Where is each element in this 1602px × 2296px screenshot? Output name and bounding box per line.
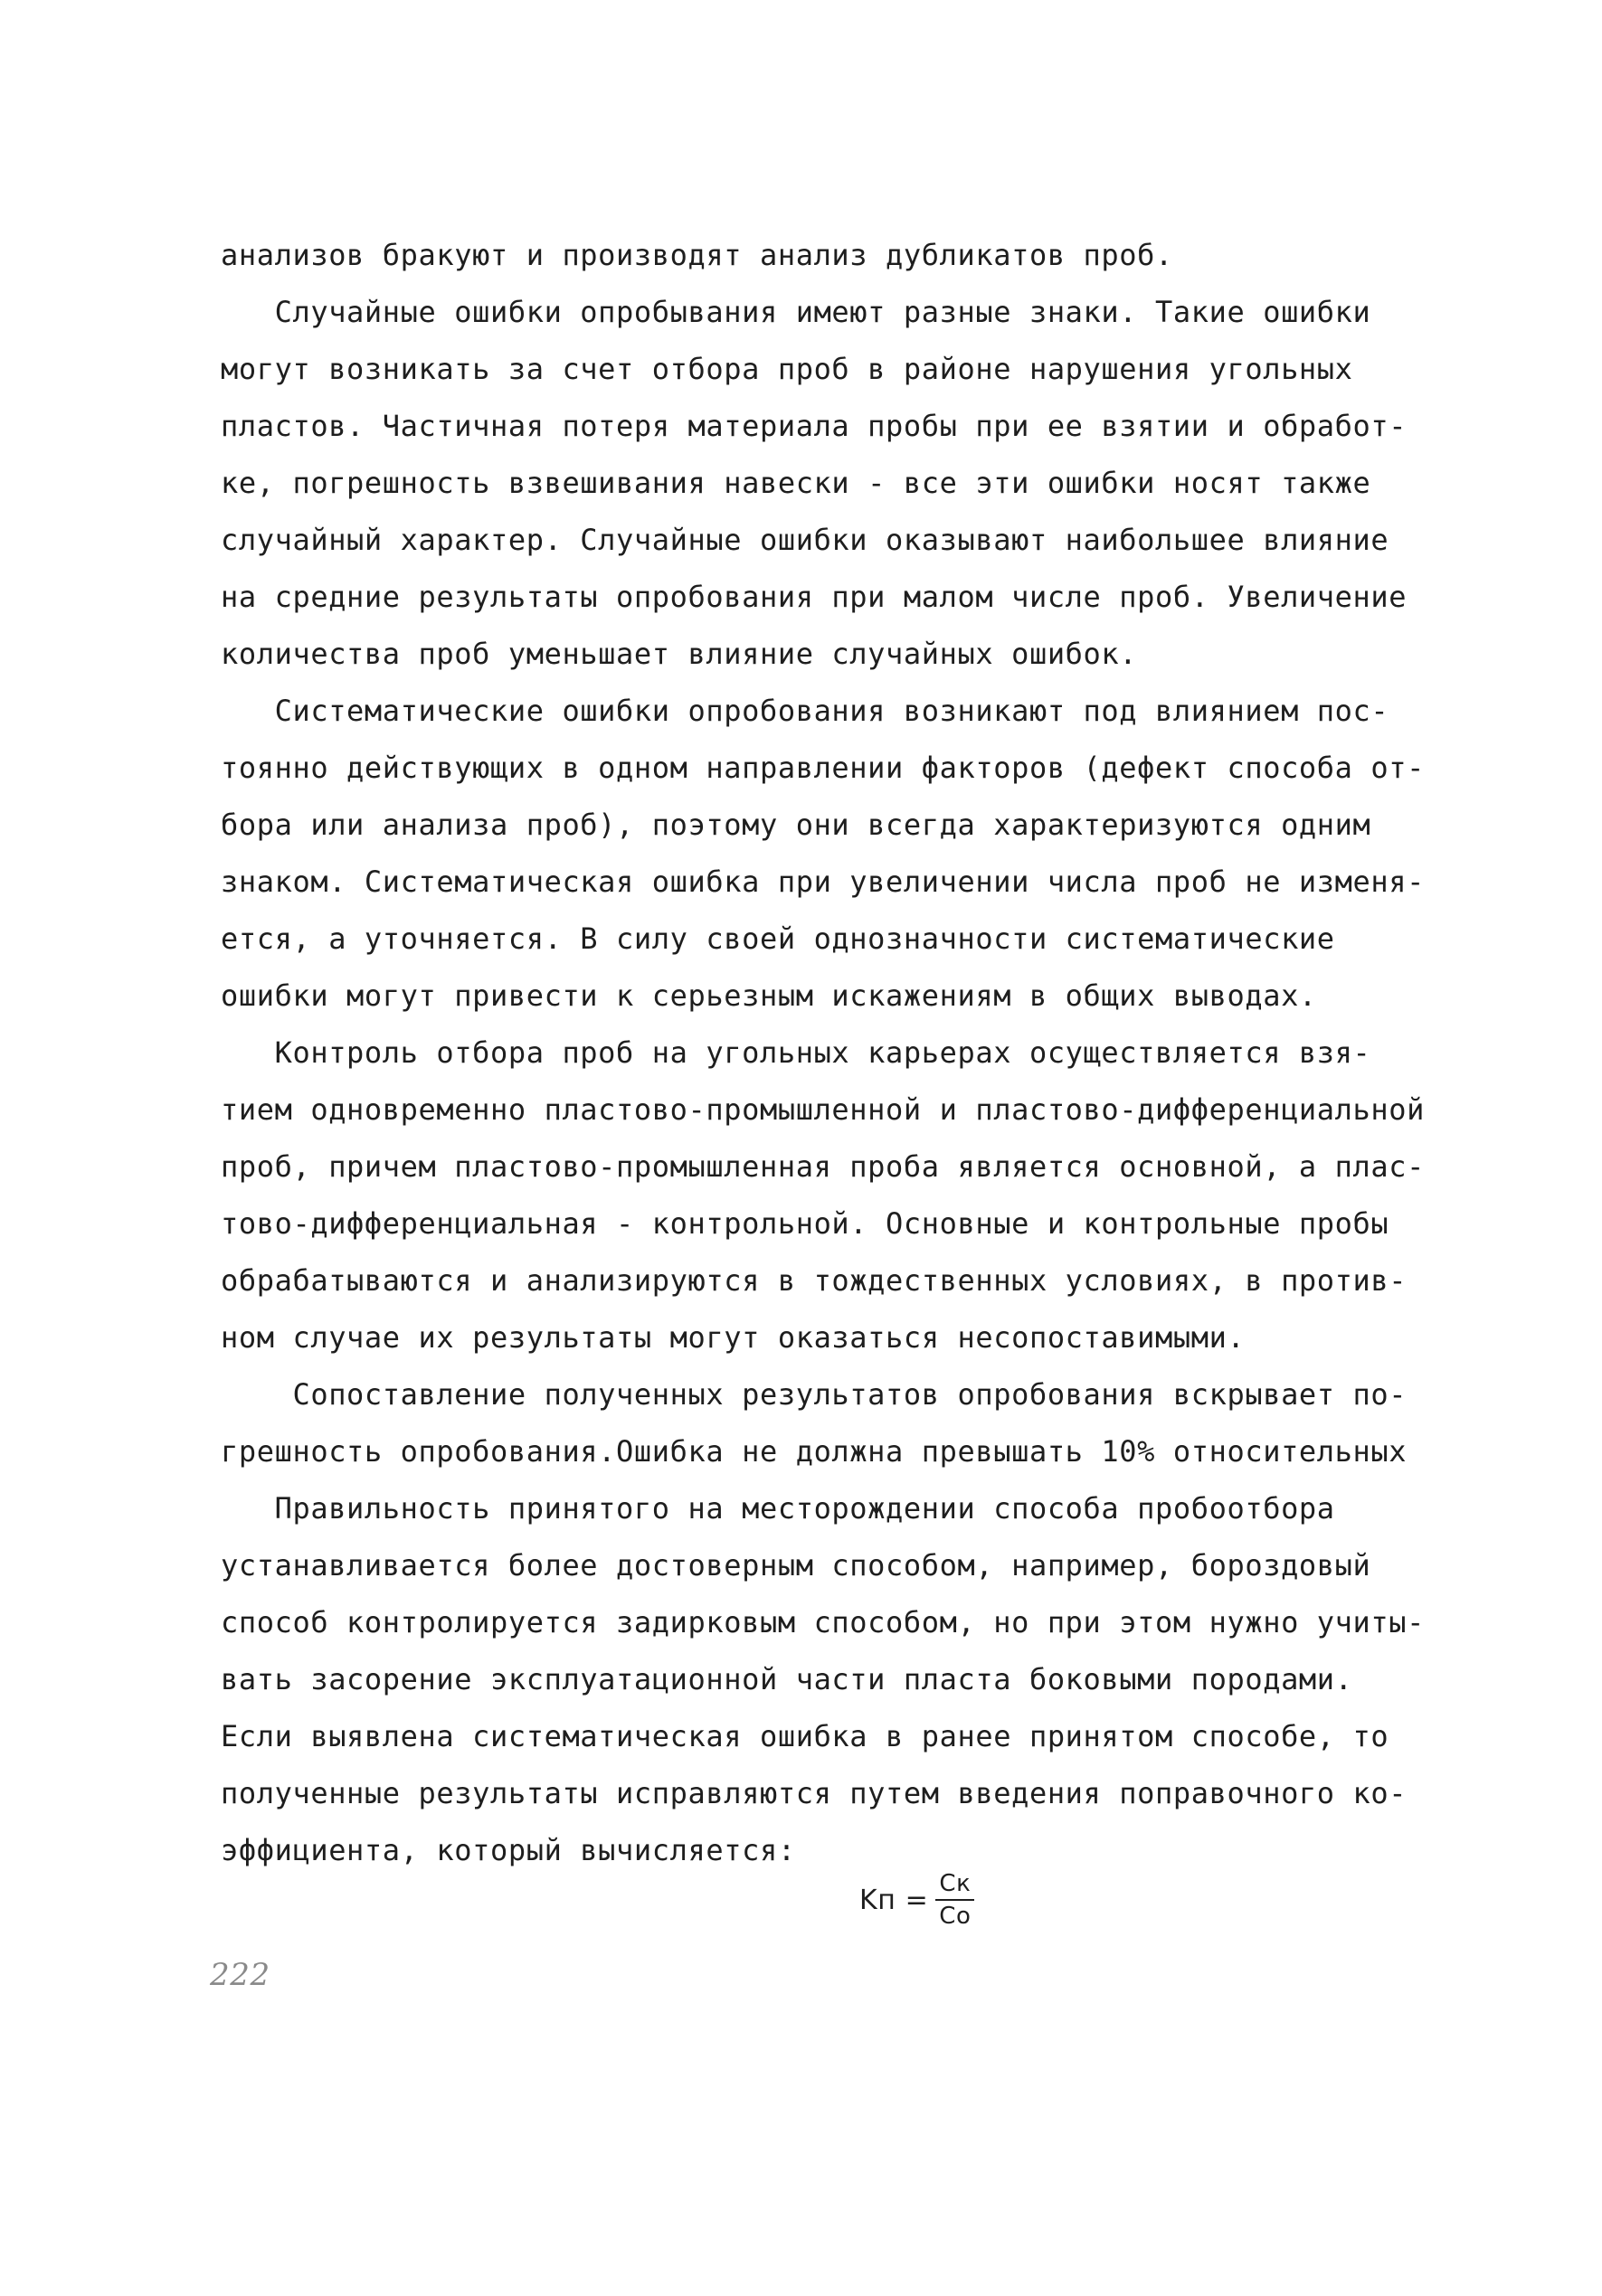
text-line: способ контролируется задирковым способом, но при этом нужно учиты- bbox=[221, 1605, 1425, 1639]
text-line: Если выявлена систематическая ошибка в ранее принятом способе, то bbox=[221, 1719, 1389, 1753]
formula-denominator: Co bbox=[939, 1903, 972, 1930]
text-line: устанавливается более достоверным способом, например, бороздовый bbox=[221, 1548, 1371, 1583]
text-line: количества проб уменьшает влияние случайных ошибок. bbox=[221, 637, 1138, 671]
text-line: вать засорение эксплуатационной части пласта боковыми породами. bbox=[221, 1662, 1353, 1696]
text-line: тово-дифференциальная - контрольной. Основные и контрольные пробы bbox=[221, 1206, 1389, 1241]
text-line: Контроль отбора проб на угольных карьерах осуществляется взя- bbox=[221, 1035, 1371, 1070]
text-line: обрабатываются и анализируются в тождественных условиях, в против- bbox=[221, 1263, 1408, 1298]
page-number: 222 bbox=[210, 1957, 270, 1993]
text-line: пластов. Частичная потеря материала пробы при ее взятии и обработ- bbox=[221, 409, 1408, 443]
text-line: могут возникать за счет отбора проб в районе нарушения угольных bbox=[221, 352, 1353, 386]
formula-numerator: Cк bbox=[935, 1870, 974, 1901]
text-line: Сопоставление полученных результатов опробования вскрывает по- bbox=[221, 1377, 1408, 1412]
text-line: тием одновременно пластово-промышленной и пластово-дифференциальной bbox=[221, 1092, 1425, 1127]
text-line: Случайные ошибки опробывания имеют разные знаки. Такие ошибки bbox=[221, 295, 1371, 329]
text-line: тоянно действующих в одном направлении факторов (дефект способа от- bbox=[221, 751, 1425, 785]
text-line: полученные результаты исправляются путем введения поправочного ко- bbox=[221, 1776, 1408, 1810]
text-line: Правильность принятого на месторождении способа пробоотбора bbox=[221, 1491, 1335, 1526]
text-line: на средние результаты опробования при малом числе проб. Увеличение bbox=[221, 580, 1408, 614]
text-line: эффициента, который вычисляется: bbox=[221, 1833, 796, 1867]
coefficient-formula bbox=[859, 1870, 974, 1930]
text-line: проб, причем пластово-промышленная проба является основной, а плас- bbox=[221, 1149, 1425, 1184]
text-line: ке, погрешность взвешивания навески - все эти ошибки носят также bbox=[221, 466, 1371, 500]
text-line: случайный характер. Случайные ошибки оказывают наибольшее влияние bbox=[221, 523, 1389, 557]
text-line: ошибки могут привести к серьезным искажениям в общих выводах. bbox=[221, 978, 1317, 1013]
text-line: ется, а уточняется. В силу своей однозначности систематические bbox=[221, 921, 1335, 956]
formula-lhs: Kп = bbox=[859, 1884, 929, 1916]
text-line: анализов бракуют и производят анализ дубликатов проб. bbox=[221, 238, 1173, 272]
formula-fraction bbox=[935, 1870, 974, 1930]
text-line: ном случае их результаты могут оказаться несопоставимыми. bbox=[221, 1320, 1246, 1355]
text-line: грешность опробования.Ошибка не должна превышать 10% относительных bbox=[221, 1434, 1408, 1469]
text-line: знаком. Систематическая ошибка при увеличении числа проб не изменя- bbox=[221, 865, 1425, 899]
text-line: бора или анализа проб), поэтому они всегда характеризуются одним bbox=[221, 808, 1371, 842]
text-line: Систематические ошибки опробования возникают под влиянием пос- bbox=[221, 694, 1389, 728]
